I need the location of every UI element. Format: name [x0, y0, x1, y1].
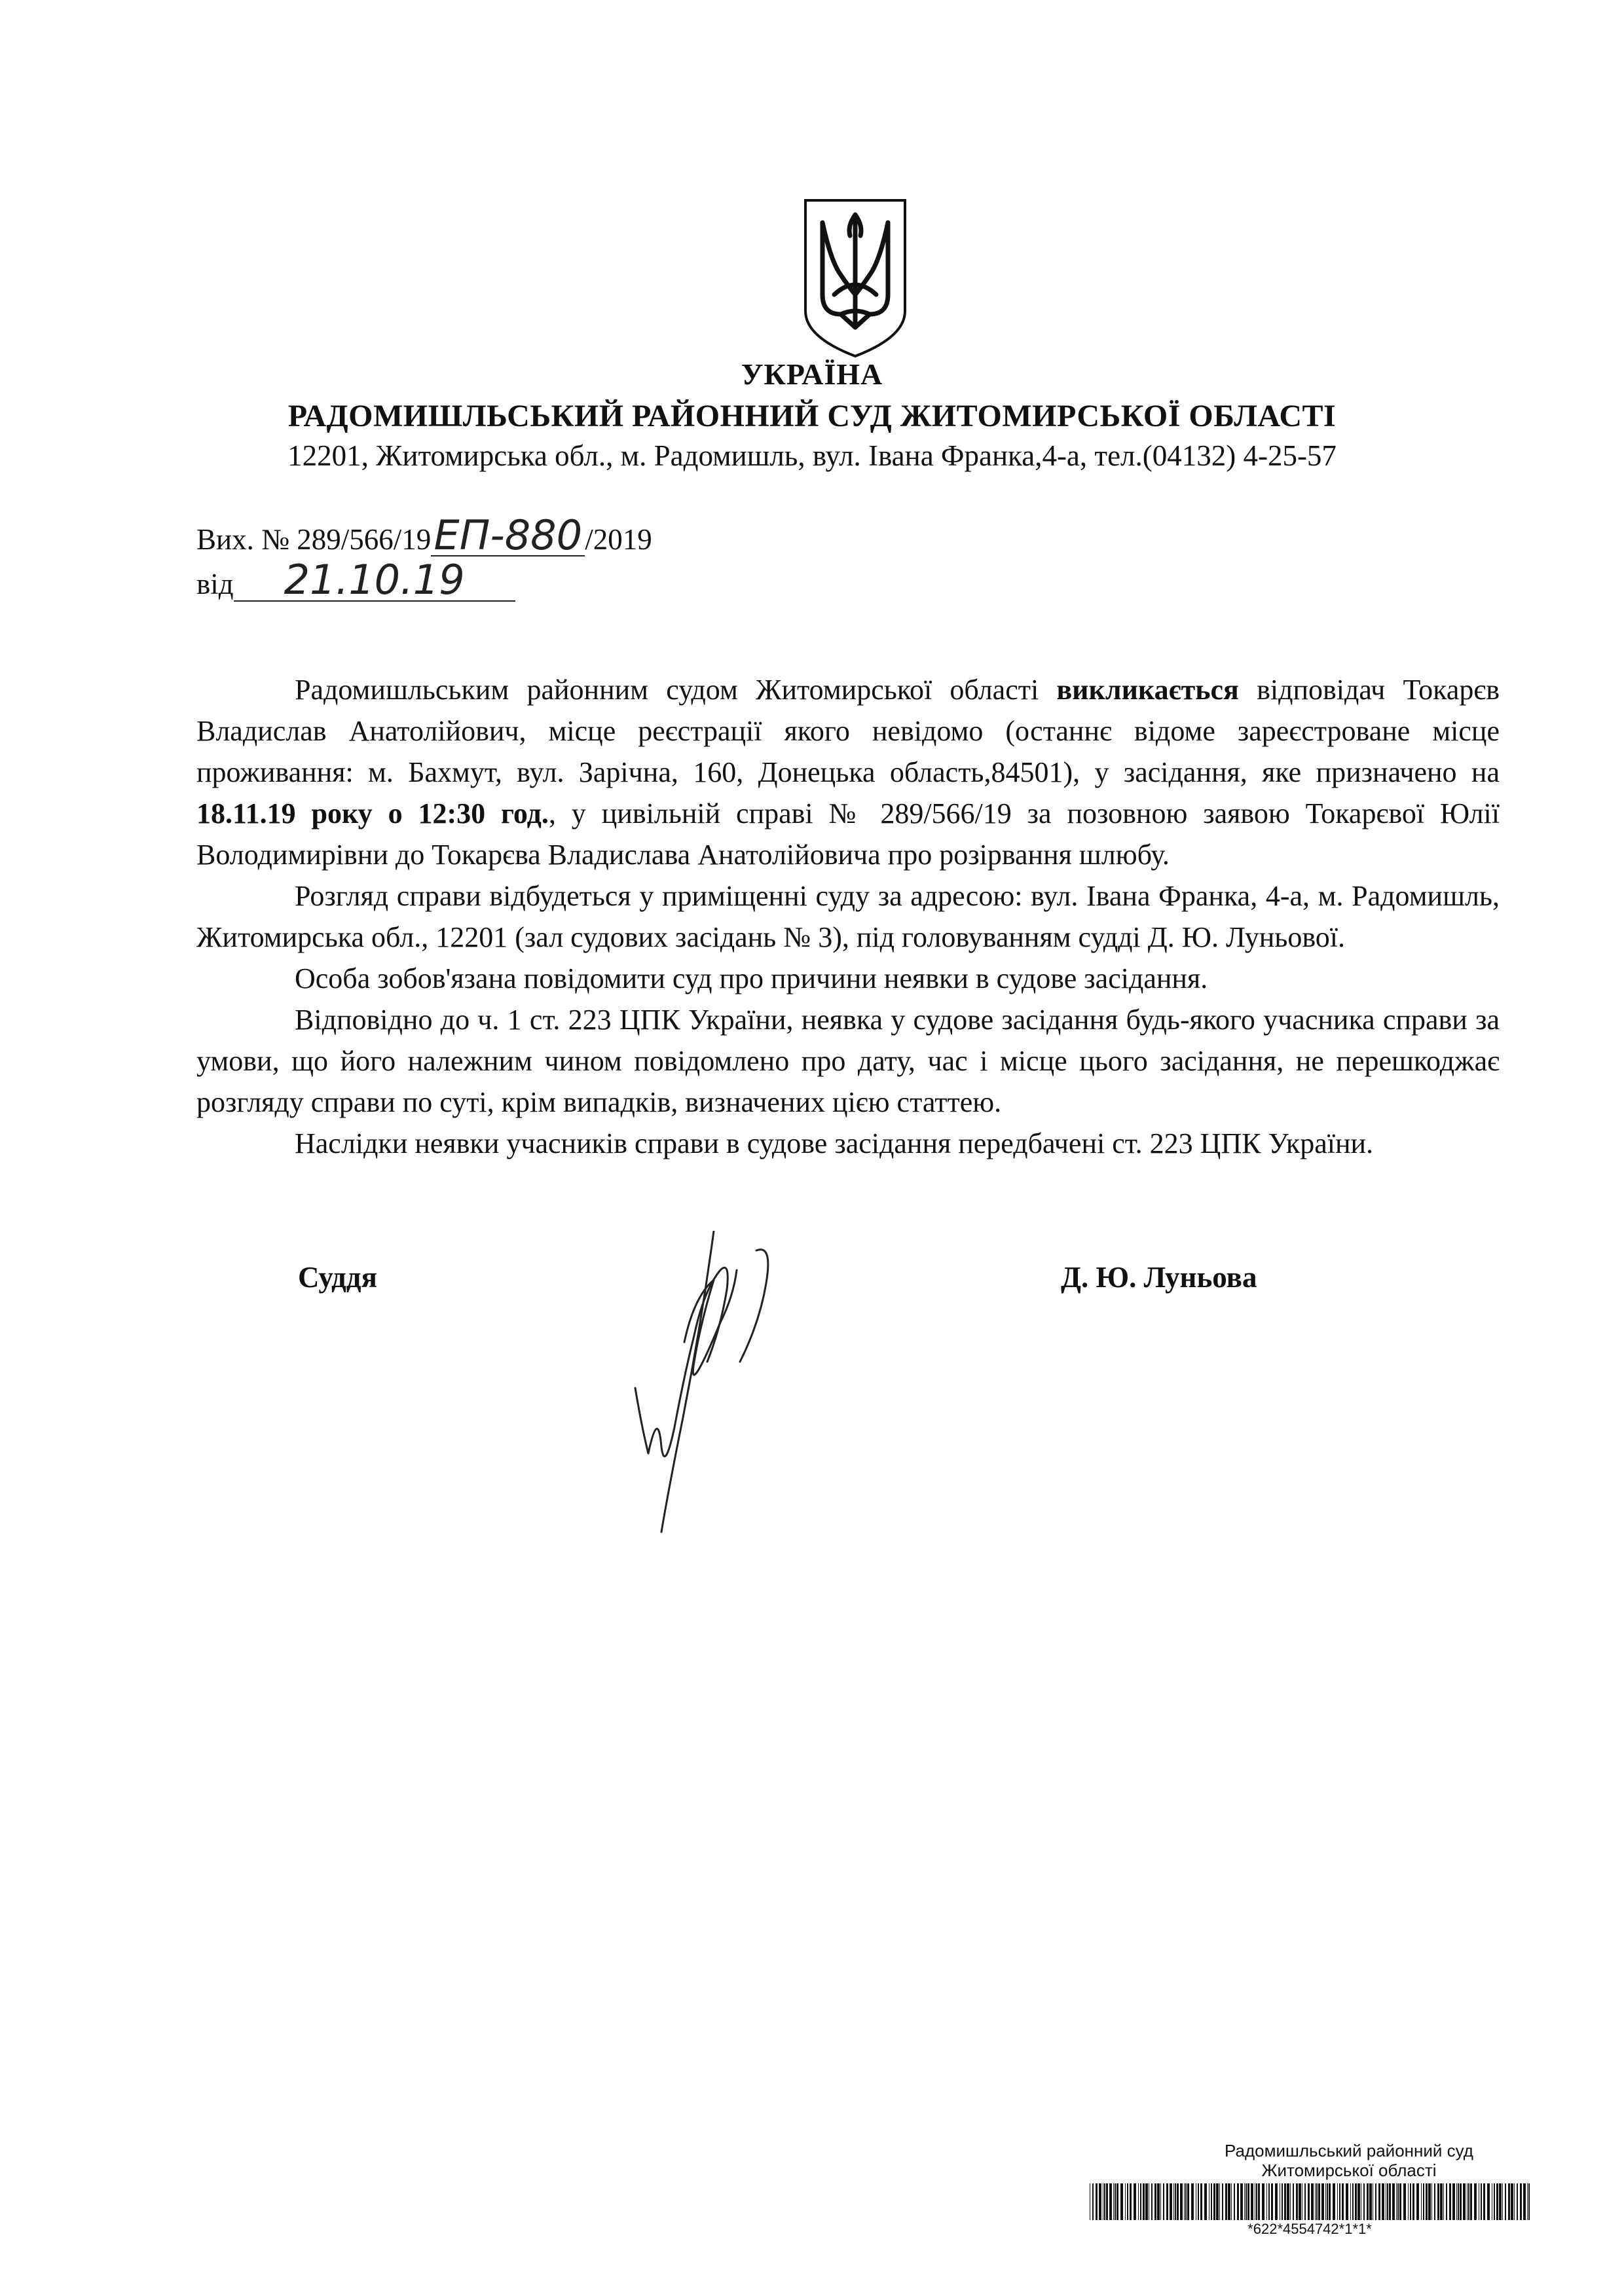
barcode-bar	[1352, 2183, 1354, 2220]
barcode-bar	[1092, 2183, 1094, 2220]
barcode-bar	[1329, 2183, 1331, 2220]
paragraph-consequences	[196, 1123, 1500, 1164]
barcode-bar	[1145, 2183, 1148, 2220]
barcode-bar	[1154, 2183, 1156, 2220]
barcode-bar	[1170, 2183, 1172, 2220]
registry-stamp	[1166, 2141, 1532, 2180]
barcode-bar	[1428, 2183, 1431, 2220]
barcode-bar	[1382, 2183, 1384, 2220]
barcode-bar	[1337, 2183, 1338, 2220]
barcode-bar	[1431, 2183, 1432, 2220]
p1-text-b: викликається	[1056, 674, 1239, 706]
stamp-line-2: Житомирської області	[1261, 2160, 1437, 2180]
barcode-bar	[1463, 2183, 1466, 2220]
barcode-bar	[1355, 2183, 1357, 2220]
barcode-text: *622*4554742*1*1*	[1247, 2221, 1372, 2237]
barcode-bar	[1517, 2183, 1518, 2220]
barcode-bar	[1240, 2183, 1243, 2220]
stamp-line-1: Радомишльський районний суд	[1225, 2141, 1473, 2160]
hearing-datetime: 18.11.19 року о 12:30 год.	[196, 797, 549, 829]
barcode-bar	[1237, 2183, 1239, 2220]
barcode-bar	[1502, 2183, 1503, 2220]
barcode-bar	[1514, 2183, 1515, 2220]
barcode-bar	[1099, 2183, 1101, 2220]
barcode-bar	[1505, 2183, 1506, 2220]
outgoing-number-prefix: Вих. № 289/566/19	[196, 523, 432, 556]
barcode-bar	[1187, 2183, 1189, 2220]
barcode-bar	[1460, 2183, 1462, 2220]
barcode-bar	[1211, 2183, 1212, 2220]
handwritten-registration-number: ЕП-880	[431, 516, 585, 556]
barcode-bar	[1494, 2183, 1495, 2220]
barcode-bar	[1511, 2183, 1513, 2220]
barcode-bar	[1177, 2183, 1179, 2220]
barcode-bar	[1410, 2183, 1411, 2220]
barcode-bar	[1396, 2183, 1397, 2220]
barcode-bar	[1449, 2183, 1451, 2220]
barcode-bar	[1204, 2183, 1207, 2220]
barcode-bar	[1143, 2183, 1145, 2220]
barcode-bar	[1403, 2183, 1406, 2220]
barcode-bar	[1184, 2183, 1185, 2220]
p5-text-a: Наслідки неявки учасників справи в судове засідання передбачені	[295, 1127, 1113, 1159]
barcode-bar	[1130, 2183, 1132, 2220]
barcode-bar	[1421, 2183, 1422, 2220]
barcode-bar	[1266, 2183, 1267, 2220]
barcode-bar	[1387, 2183, 1388, 2220]
barcode-bar	[1346, 2183, 1348, 2220]
barcode-bar	[1258, 2183, 1260, 2220]
barcode-bar	[1315, 2183, 1316, 2220]
barcode-bar	[1440, 2183, 1443, 2220]
barcode-bar	[1481, 2183, 1482, 2220]
barcode-bar	[1185, 2183, 1187, 2220]
paragraph-location	[196, 875, 1500, 958]
p2-text-c: (зал судових засідань № 3), під головуванням судді Д. Ю. Луньової.	[507, 921, 1346, 953]
barcode-bar	[1363, 2183, 1365, 2220]
barcode-bar	[1160, 2183, 1161, 2220]
barcode-bar	[1408, 2183, 1409, 2220]
barcode-bar	[1290, 2183, 1291, 2220]
barcode-bar	[1487, 2183, 1490, 2220]
barcode-bar	[1528, 2183, 1530, 2220]
coat-of-arms-emblem	[802, 196, 909, 360]
barcode-bar	[1434, 2183, 1435, 2220]
barcode-bar	[1389, 2183, 1391, 2220]
barcode-bar	[1262, 2183, 1264, 2220]
barcode-bar	[1426, 2183, 1428, 2220]
barcode-bar	[1157, 2183, 1160, 2220]
barcode-bar	[1357, 2183, 1360, 2220]
barcode-bar	[1247, 2183, 1249, 2220]
barcode-bar	[1163, 2183, 1164, 2220]
country-heading: УКРАЇНА	[741, 357, 883, 391]
barcode-bar	[1318, 2183, 1320, 2220]
p4-text-a: Відповідно до ч. 1 ст. 223 ЦПК України,	[295, 1004, 802, 1036]
barcode-bar	[1216, 2183, 1219, 2220]
barcode-bar	[1375, 2183, 1376, 2220]
barcode-bar	[1474, 2183, 1477, 2220]
barcode-bar	[1339, 2183, 1340, 2220]
p5-text-b: ст. 223 ЦПК України.	[1112, 1127, 1374, 1159]
barcode-bar	[1284, 2183, 1286, 2220]
barcode-bar	[1287, 2183, 1289, 2220]
barcode-bar	[1350, 2183, 1351, 2220]
paragraph-law-reference	[196, 999, 1500, 1123]
barcode-bar	[1316, 2183, 1318, 2220]
barcode-bar	[1311, 2183, 1314, 2220]
barcode-bar	[1446, 2183, 1447, 2220]
court-location: вул. Івана Франка, 4-а, м. Радомишль, Житомирська обл., 12201	[196, 880, 1500, 953]
barcode-bar	[1246, 2183, 1247, 2220]
barcode-bar	[1508, 2183, 1510, 2220]
barcode-bar	[1140, 2183, 1141, 2220]
barcode-bar	[1106, 2183, 1108, 2220]
barcode-bar	[1113, 2183, 1114, 2220]
outgoing-date-line	[196, 556, 515, 604]
barcode-bar	[1180, 2183, 1183, 2220]
p1-text-c: відповідач Токарєв Владислав Анатолійович, місце реєстрації якого невідомо (останнє відоме зареєстроване місце проживання: м. Бахмут, вул. Зарічна, 160, Донецька область,84501), у засідання, яке призначено на	[196, 674, 1500, 788]
barcode-bar	[1458, 2183, 1459, 2220]
barcode-bar	[1225, 2183, 1227, 2220]
p4-text-b: неявка у судове засідання будь-якого учасника справи за умови, що його належним чином повідомлено про дату, час і місце цього засідання, не перешкоджає розгляду справи по суті, крім випадків, визначених цією статтею.	[196, 1004, 1500, 1118]
court-address: 12201, Житомирська обл., м. Радомишль, вул. Івана Франка,4-а, тел.(04132) 4-25-57	[287, 439, 1337, 472]
barcode-bar	[1234, 2183, 1235, 2220]
barcode-bar	[1115, 2183, 1116, 2220]
barcode-bar	[1116, 2183, 1118, 2220]
barcode-bar	[1271, 2183, 1273, 2220]
barcode-bar	[1275, 2183, 1278, 2220]
barcode-bar	[1327, 2183, 1328, 2220]
barcode-bar	[1416, 2183, 1419, 2220]
barcode-bar	[1399, 2183, 1401, 2220]
barcode-bar	[1296, 2183, 1298, 2220]
barcode-bar	[1104, 2183, 1105, 2220]
barcode-bar	[1308, 2183, 1310, 2220]
barcode-bar	[1125, 2183, 1126, 2220]
barcode-bar	[1219, 2183, 1220, 2220]
handwritten-signature	[622, 1231, 805, 1539]
barcode-bar	[1520, 2183, 1522, 2220]
barcode-bar	[1423, 2183, 1424, 2220]
barcode-bar	[1268, 2183, 1270, 2220]
barcode-bar	[1412, 2183, 1414, 2220]
barcode-bar	[1151, 2183, 1153, 2220]
p1-text-a: Радомишльським районним судом Житомирської області	[295, 674, 1057, 706]
paragraph-obligation: Особа зобов'язана повідомити суд про причини неявки в судове засідання.	[295, 962, 1208, 994]
barcode-bar	[1321, 2183, 1324, 2220]
barcode-bar	[1228, 2183, 1230, 2220]
handwritten-date: 21.10.19	[234, 560, 515, 602]
barcode-bar	[1527, 2183, 1528, 2220]
barcode-bar	[1244, 2183, 1245, 2220]
barcode-bar	[1304, 2183, 1306, 2220]
barcode-bar	[1191, 2183, 1194, 2220]
summons-body	[196, 669, 1500, 1164]
outgoing-number-line	[196, 511, 652, 559]
barcode-bar	[1452, 2183, 1455, 2220]
barcode-bar	[1109, 2183, 1112, 2220]
barcode-bar	[1499, 2183, 1502, 2220]
signer-role: Суддя	[298, 1261, 377, 1294]
barcode-bar	[1483, 2183, 1485, 2220]
barcode-bar	[1470, 2183, 1472, 2220]
court-name-heading: РАДОМИШЛЬСЬКИЙ РАЙОННИЙ СУД ЖИТОМИРСЬКОЇ ОБЛАСТІ	[287, 399, 1337, 433]
barcode-bar	[1342, 2183, 1344, 2220]
barcode-bar	[1325, 2183, 1326, 2220]
barcode-bar	[1166, 2183, 1168, 2220]
barcode-bar	[1173, 2183, 1174, 2220]
barcode-bar	[1293, 2183, 1294, 2220]
signer-name: Д. Ю. Луньова	[1061, 1261, 1257, 1294]
barcode-bar	[1299, 2183, 1301, 2220]
p1-text-e: , у цивільній справі № 289/566/19 за позовною заявою Токарєвої Юлії Володимирівни до Токарєва Владислава Анатолійовича про розірвання шлюбу.	[196, 797, 1500, 871]
barcode-bar	[1456, 2183, 1457, 2220]
barcode-bar	[1134, 2183, 1136, 2220]
barcode-bar	[1333, 2183, 1335, 2220]
barcode-bar	[1200, 2183, 1202, 2220]
barcode-bar	[1127, 2183, 1128, 2220]
barcode-bar	[1231, 2183, 1232, 2220]
barcode-bar	[1096, 2183, 1098, 2220]
barcode-bar	[1213, 2183, 1215, 2220]
barcode-bar	[1369, 2183, 1372, 2220]
paragraph-summons	[196, 669, 1500, 875]
barcode-bar	[1198, 2183, 1199, 2220]
date-label: від	[196, 568, 234, 600]
barcode-bar	[1437, 2183, 1439, 2220]
barcode-bar	[1222, 2183, 1223, 2220]
p2-text-a: Розгляд справи відбудеться у приміщенні суду за адресою:	[295, 880, 1031, 912]
barcode-bar	[1397, 2183, 1399, 2220]
barcode-bar	[1392, 2183, 1395, 2220]
barcode-bar	[1251, 2183, 1253, 2220]
barcode-bar	[1523, 2183, 1526, 2220]
barcode-bar	[1282, 2183, 1283, 2220]
barcode-bar	[1443, 2183, 1444, 2220]
barcode-bar	[1367, 2183, 1369, 2220]
barcode-bar	[1468, 2183, 1469, 2220]
barcode-bar	[1120, 2183, 1123, 2220]
barcode-image	[1087, 2183, 1532, 2220]
barcode-bar	[1175, 2183, 1176, 2220]
barcode-bar	[1138, 2183, 1139, 2220]
barcode-bar	[1496, 2183, 1498, 2220]
barcode-bar	[1378, 2183, 1380, 2220]
barcode-bar	[1256, 2183, 1257, 2220]
outgoing-year-suffix: /2019	[585, 523, 652, 556]
